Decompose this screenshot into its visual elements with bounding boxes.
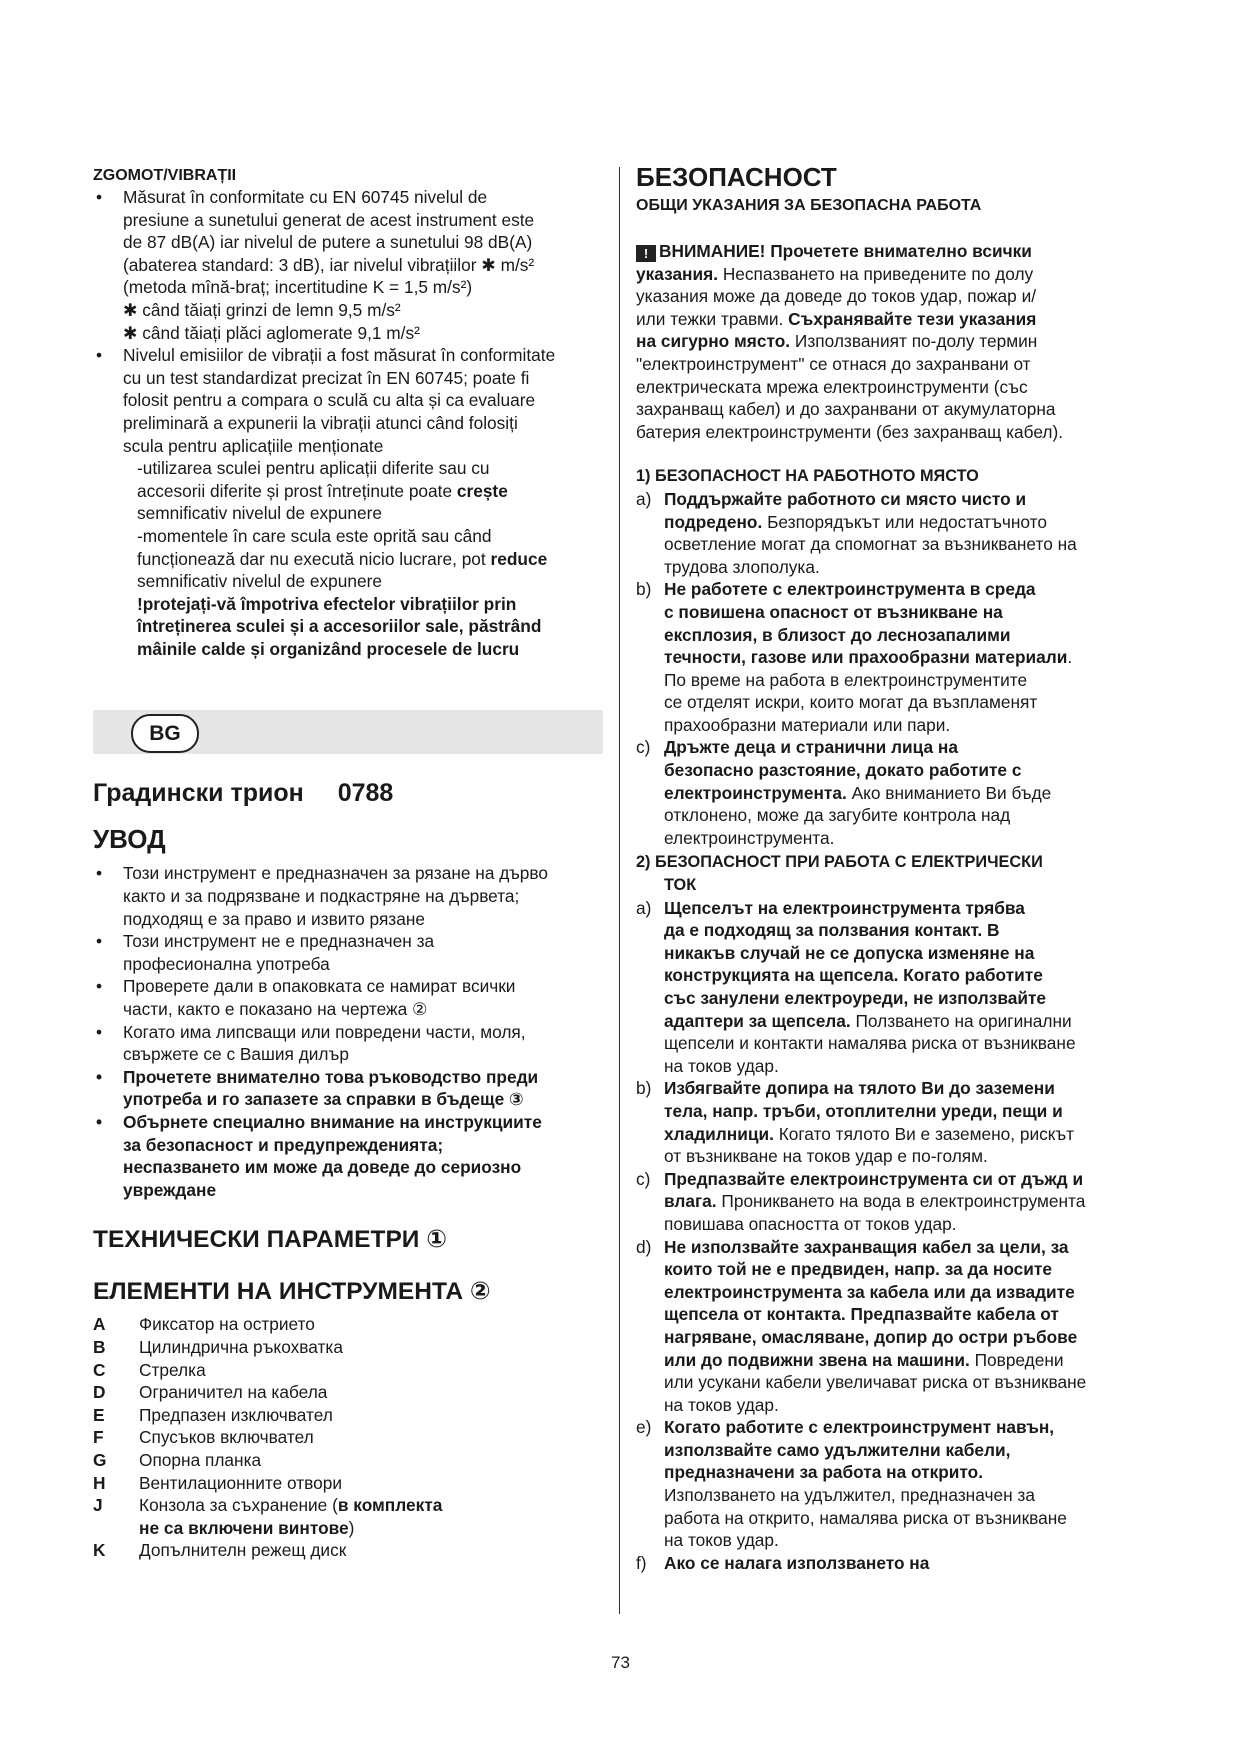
product-title: Градински трион 0788 (93, 779, 394, 808)
table-row: D Ограничител на кабела (93, 1382, 328, 1403)
list-item: f) Ако се налага използването на (636, 1552, 930, 1573)
language-badge: BG (131, 714, 199, 753)
right-column (636, 162, 1148, 1574)
list-item: d) Не използвайте захранващия кабел за цели, за които той не е предвиден, напр. за да носите електроинструмента за кабела или да извадите щепсела от контакта. Предпазвайте кабела от нагряване, омасляване, допир до остри ръбове или до подвижни звена на машини. Повредени или усукани кабели увеличават риска от възникване на токов удар. (636, 1236, 1087, 1415)
model-number: 0788 (337, 779, 394, 808)
table-row: K Допълнителн режещ диск (93, 1540, 347, 1561)
section-1-heading: 1) БЕЗОПАСНОСТ НА РАБОТНОТО МЯСТО (636, 467, 979, 486)
list-item: • Когато има липсващи или повредени части, моля, свържете се с Вашия дилър (93, 1021, 603, 1066)
page-number: 73 (611, 1653, 630, 1672)
left-column (93, 166, 603, 1562)
table-row: J Конзола за съхранение (в комплекта (93, 1495, 443, 1516)
list-item: a) Щепселът на електроинструмента трябва да е подходящ за ползвания контакт. В никакъв случай не се допуска изменяне на конструкцията на щепсела. Когато работите със занулени електроуреди, не използвайте адаптери за щепсела. Ползването на оригинални щепсели и контакти намалява риска от възникване на токов удар. (636, 897, 1076, 1076)
list-item: • Проверете дали в опаковката се намират всички части, както е показано на чертежа ② (93, 975, 603, 1020)
list-item: a) Поддържайте работното си място чисто и подредено. Безпорядъкът или недостатъчното осветление могат да спомогнат за възникването на трудова злополука. (636, 488, 1077, 577)
list-item: • Măsurat în conformitate cu EN 60745 nivelul de presiune a sunetului generat de acest instrument este de 87 dB(A) iar nivelul de putere a sunetului 98 dB(A) (abaterea standard: 3 dB), iar nivelul vibrațiilor ✱ m/s² (metoda mînă-braț; incertitudine K = 1,5 m/s²) ✱ când tăiați grinzi de lemn 9,5 m/s² ✱ când tăiați plăci aglomerate 9,1 m/s² (93, 186, 603, 344)
list-item: b) Не работете с електроинструмента в среда с повишена опасност от възникване на експлозия, в близост до леснозапалими течности, газове или прахообразни материали. По време на работа в електроинструментите се отделят искри, които могат да възпламенят прахообразни материали или пари. (636, 579, 1073, 735)
safety-subheading: ОБЩИ УКАЗАНИЯ ЗА БЕЗОПАСНА РАБОТА (636, 197, 982, 214)
table-row: C Стрелка (93, 1359, 206, 1380)
section-2-heading: 2) БЕЗОПАСНОСТ ПРИ РАБОТА С ЕЛЕКТРИЧЕСКИ ТОК (636, 853, 1043, 895)
language-band (93, 710, 603, 754)
list-item: • Този инструмент не е предназначен за професионална употреба (93, 930, 603, 975)
list-item: • Прочетете внимателно това ръководство преди употреба и го запазете за справки в бъдеще ③ (93, 1066, 603, 1111)
table-row: E Предпазен изключвател (93, 1404, 333, 1425)
safety-heading: БЕЗОПАСНОСТ (636, 162, 837, 192)
table-row: B Цилиндрична ръкохватка (93, 1336, 343, 1357)
list-item: c) Предпазвайте електроинструмента си от дъжд и влага. Проникването на вода в електроинструмента повишава опасността от токов удар. (636, 1168, 1086, 1234)
list-item: c) Дръжте деца и странични лица на безопасно разстояние, докато работите с електроинструмента. Ако вниманието Ви бъде отклонено, може да загубите контрола над електроинструмента. (636, 737, 1052, 848)
tech-params-heading: ТЕХНИЧЕСКИ ПАРАМЕТРИ ① (93, 1226, 447, 1254)
table-row: A Фиксатор на острието (93, 1314, 315, 1335)
list-item: • Този инструмент е предназначен за рязане на дърво както и за подрязване и подкастряне на дървета; подходящ е за право и извито рязане (93, 862, 603, 930)
table-row: не са включени винтове) (139, 1517, 355, 1538)
list-item: • Обърнете специално внимание на инструкциите за безопасност и предупрежденията; неспазването им може да доведе до сериозно увреждане (93, 1111, 603, 1201)
ro-noise-list (93, 186, 603, 660)
list-item: b) Избягвайте допира на тялото Ви до заземени тела, напр. тръби, отоплителни уреди, пещи и хладилници. Когато тялото Ви е заземено, рискът от възникване на токов удар е по-голям. (636, 1078, 1075, 1167)
column-divider (619, 167, 620, 1614)
warning-icon: ! (636, 245, 656, 262)
warning-paragraph: ! ВНИМАНИЕ! Прочетете внимателно всички указания. Неспазването на приведените по долу указания може да доведе до токов удар, пожар и/ или тежки травми. Съхранявайте тези указания на сигурно място. Използваният по-долу термин "електроинструмент" се отнася до захранвани от електрическата мрежа електроинструменти (със захранващ кабел) и до захранвани от акумулаторна батерия електроинструменти (без захранващ кабел). (636, 241, 1064, 442)
ro-noise-heading: ZGOMOT/VIBRAȚII (93, 167, 237, 184)
intro-heading: УВОД (93, 824, 166, 855)
list-item: • Nivelul emisiilor de vibrații a fost măsurat în conformitate cu un test standardizat precizat în EN 60745; poate fi folosit pentru a compara o sculă cu alta și ca evaluare preliminară a expunerii la vibrații atunci când folosiți scula pentru aplicațiile menționate -utilizarea sculei pentru aplicații diferite sau cu accesorii diferite și prost întreținute poate crește semnificativ nivelul de expunere -momentele în care scula este oprită sau când funcționează dar nu execută nicio lucrare, pot reduce semnificativ nivelul de expunere !protejați-vă împotriva efectelor vibrațiilor prin întreținerea sculei și a accesoriilor sale, păstrând mâinile calde și organizând procesele de lucru (93, 344, 603, 660)
table-row: H Вентилационните отвори (93, 1472, 342, 1493)
list-item: e) Когато работите с електроинструмент навън, използвайте само удължителни кабели, предназначени за работа на открито. Използването на удължител, предназначен за работа на открито, намалява риска от възникване на токов удар. (636, 1417, 1067, 1551)
intro-list (93, 862, 603, 1201)
parts-list (93, 1313, 442, 1562)
table-row: G Опорна планка (93, 1449, 262, 1470)
elements-heading: ЕЛЕМЕНТИ НА ИНСТРУМЕНТА ② (93, 1278, 491, 1306)
table-row: F Спусъков включвател (93, 1427, 314, 1448)
